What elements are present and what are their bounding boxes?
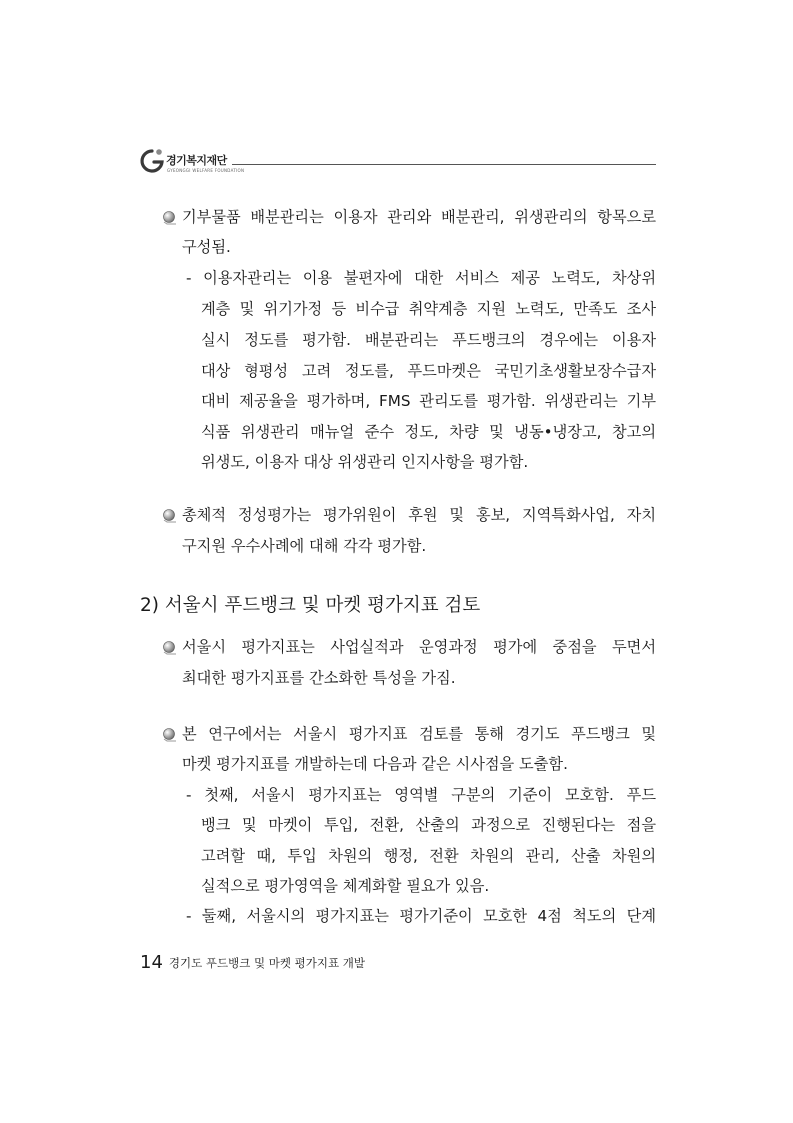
bullet-sphere-icon — [162, 210, 178, 226]
foundation-logo-icon — [138, 146, 168, 176]
bullet-sphere-icon — [162, 508, 178, 524]
text-line: 기부물품 배분관리는 이용자 관리와 배분관리, 위생관리의 항목으로 — [182, 208, 656, 226]
footer-title: 경기도 푸드뱅크 및 마켓 평가지표 개발 — [168, 956, 365, 970]
text-line: 구지원 우수사례에 대해 각각 평가함. — [182, 537, 427, 555]
sub-text-line: - 첫째, 서울시 평가지표는 영역별 구분의 기준이 모호함. 푸드 — [186, 786, 656, 804]
org-name: 경기복지재단 — [166, 154, 227, 167]
text-line: 마켓 평가지표를 개발하는데 다음과 같은 시사점을 도출함. — [182, 755, 568, 773]
text-line: 총체적 정성평가는 평가위원이 후원 및 홍보, 지역특화사업, 자치 — [182, 506, 656, 524]
header-rule — [232, 164, 656, 165]
sub-text-line: 대상 형평성 고려 정도를, 푸드마켓은 국민기초생활보장수급자 — [201, 362, 656, 380]
sub-text-line: 대비 제공율을 평가하며, FMS 관리도를 평가함. 위생관리는 기부 — [201, 392, 656, 410]
section-heading: 2) 서울시 푸드뱅크 및 마켓 평가지표 검토 — [140, 595, 481, 616]
bullet-sphere-icon — [162, 640, 178, 656]
text-line: 구성됨. — [182, 238, 231, 256]
page-header — [138, 146, 656, 176]
sub-text-line: - 이용자관리는 이용 불편자에 대한 서비스 제공 노력도, 차상위 — [186, 269, 656, 287]
page-number: 14 — [140, 952, 163, 973]
text-line: 서울시 평가지표는 사업실적과 운영과정 평가에 중점을 두면서 — [182, 638, 656, 656]
page-footer — [140, 952, 365, 973]
text-line: 본 연구에서는 서울시 평가지표 검토를 통해 경기도 푸드뱅크 및 — [182, 725, 656, 743]
sub-text-line: 실적으로 평가영역을 체계화할 필요가 있음. — [201, 877, 490, 895]
sub-text-line: - 둘째, 서울시의 평가지표는 평가기준이 모호한 4점 척도의 단계 — [186, 907, 656, 925]
sub-text-line: 고려할 때, 투입 차원의 행정, 전환 차원의 관리, 산출 차원의 — [201, 847, 656, 865]
sub-text-line: 계층 및 위기가정 등 비수급 취약계층 지원 노력도, 만족도 조사 — [201, 300, 656, 318]
bullet-sphere-icon — [162, 727, 178, 743]
sub-text-line: 실시 정도를 평가함. 배분관리는 푸드뱅크의 경우에는 이용자 — [201, 331, 656, 349]
text-line: 최대한 평가지표를 간소화한 특성을 가짐. — [182, 669, 456, 687]
sub-text-line: 위생도, 이용자 대상 위생관리 인지사항을 평가함. — [201, 453, 529, 471]
org-subtitle: GYEONGGI WELFARE FOUNDATION — [167, 168, 245, 173]
sub-text-line: 뱅크 및 마켓이 투입, 전환, 산출의 과정으로 진행된다는 점을 — [201, 816, 656, 834]
sub-text-line: 식품 위생관리 매뉴얼 준수 정도, 차량 및 냉동•냉장고, 창고의 — [201, 423, 656, 441]
